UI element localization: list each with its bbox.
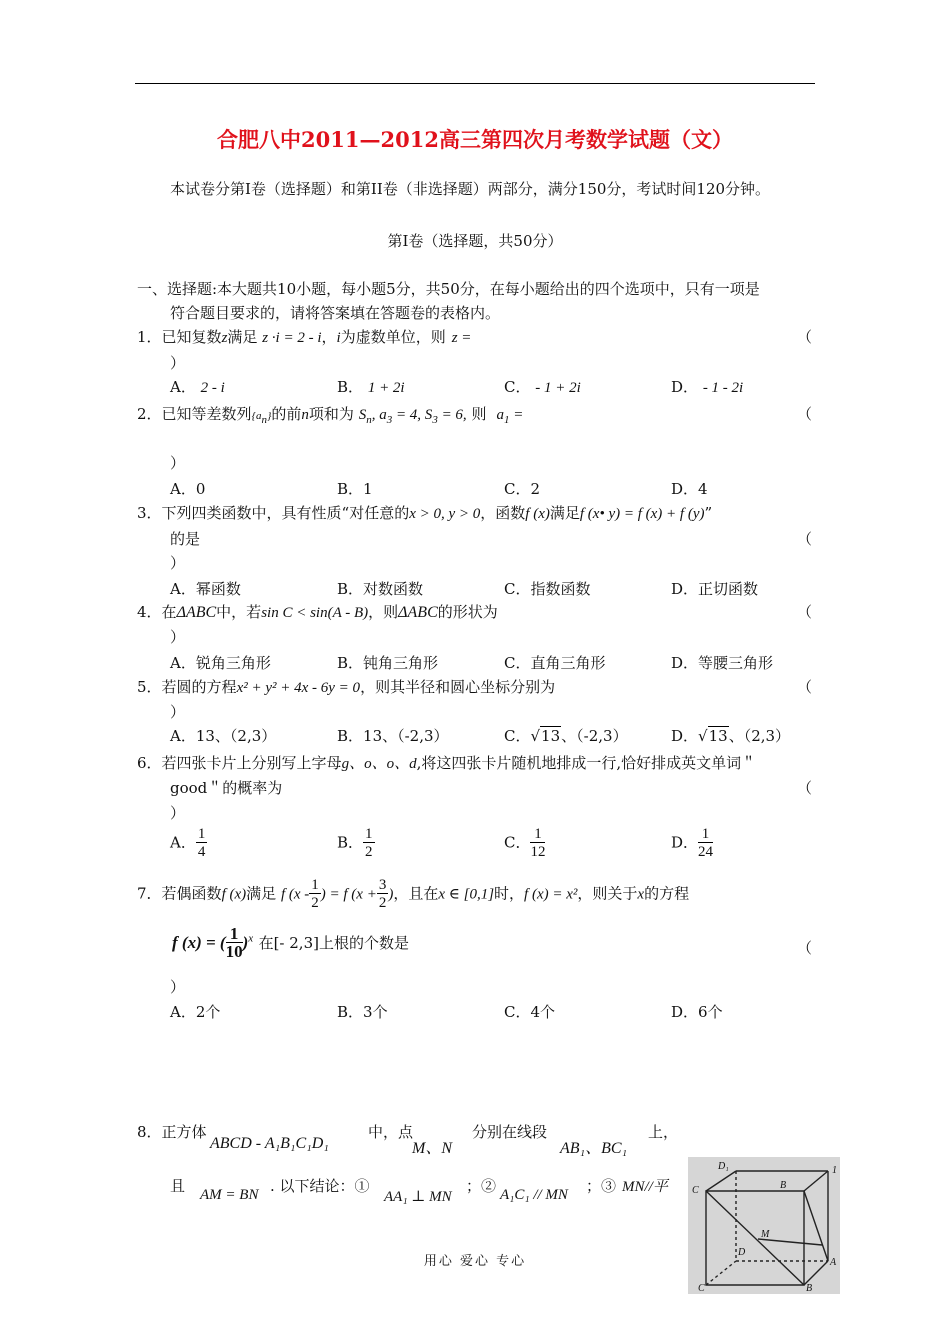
q1-option-c: C． - 1 + 2i — [504, 378, 581, 396]
q3-paren-close: ） — [170, 554, 186, 572]
question-4-stem: 4．在ΔABC中，若sin C < sin(A - B)，则ΔABC的形状为 — [137, 603, 498, 621]
fraction: $\frac{3}{2}$ — [378, 877, 387, 911]
q5-option-b: B．13、（-2,3） — [337, 727, 449, 745]
q3-option-b: B．对数函数 — [337, 580, 424, 598]
q5-option-c: C．√13、（-2,3） — [504, 727, 628, 745]
q8-conclusion-1: AA₁ ⊥ MN — [384, 1189, 452, 1205]
q7-option-d: D．6个 — [671, 1003, 723, 1021]
q7-option-b: B．3个 — [337, 1003, 388, 1021]
q7-option-c: C．4个 — [504, 1003, 556, 1021]
q2-paren-open: （ — [797, 405, 813, 423]
fraction: $\frac{1}{2}$ — [311, 877, 319, 911]
q8-line2-c: ；② — [466, 1177, 497, 1195]
q1-option-d: D． - 1 - 2i — [671, 378, 744, 396]
fraction: $\frac{1}{4}$ — [197, 826, 206, 860]
q7-stem-line2: f (x) = ( $\frac{1}{10}$ )$^x$ 在[- 2,3]上根的个数是 — [172, 924, 409, 961]
q8-line2-d: ；③ — [586, 1177, 617, 1195]
instructions-line2: 符合题目要求的，请将答案填在答题卷的表格内。 — [170, 304, 501, 322]
q8-points: M、N — [412, 1140, 453, 1157]
label-b: B — [806, 1283, 813, 1294]
question-7-stem: 7．若偶函数f (x)满足 f (x - $\frac{1}{2}$ ) = f (x + $\frac{3}{2}$ )，且在x ∈ [0,1]时，f (x) = x²，则关于x的方程 — [137, 877, 690, 911]
cube-figure — [688, 1157, 840, 1294]
header-rule — [135, 83, 815, 84]
question-5-stem: 5．若圆的方程x² + y² + 4x - 6y = 0，则其半径和圆心坐标分别为 — [137, 678, 556, 696]
q8-number: 8．正方体 — [137, 1123, 207, 1141]
sqrt-symbol: √ — [530, 727, 541, 745]
question-2-stem: 2．已知等差数列$\{a_n\}$的前n项和为 $S_n$, $a_3 = 4$, $S_3 = 6$, 则 $a_1$ = — [137, 405, 524, 426]
q7-option-a: A．2个 — [170, 1003, 221, 1021]
q5-paren-open: （ — [797, 678, 813, 696]
label-d: D — [738, 1247, 746, 1258]
q5-option-d: D．√13、（2,3） — [671, 727, 791, 745]
q7-paren-open: （ — [797, 939, 813, 957]
q4-paren-close: ） — [170, 628, 186, 646]
q6-stem-line2: good＂的概率为 — [170, 779, 283, 797]
q1-paren-close: ） — [170, 354, 186, 372]
q5-paren-close: ） — [170, 703, 186, 721]
q8-segments: AB₁、BC₁ — [560, 1140, 628, 1157]
q2-option-c: C．2 — [504, 480, 541, 498]
q7-paren-close: ） — [170, 978, 186, 996]
q5-option-a: A．13、（2,3） — [170, 727, 277, 745]
label-a: A — [830, 1257, 837, 1268]
cube-diagram — [688, 1157, 840, 1294]
q2-paren-close: ） — [170, 454, 186, 472]
q4-paren-open: （ — [797, 603, 813, 621]
q4-option-c: C．直角三角形 — [504, 654, 606, 672]
q4-option-d: D．等腰三角形 — [671, 654, 774, 672]
q2-option-d: D．4 — [671, 480, 708, 498]
q4-option-a: A．锐角三角形 — [170, 654, 271, 672]
q1-option-b: B． 1 + 2i — [337, 378, 405, 396]
q8-line2-b: . 以下结论：① — [270, 1177, 370, 1195]
label-c: C — [698, 1283, 705, 1294]
q1-option-a: A． 2 - i — [170, 378, 225, 396]
q3-stem-line2: 的是 — [170, 530, 201, 548]
q3-option-d: D．正切函数 — [671, 580, 759, 598]
q6-option-c: C． $\frac{1}{12}$ — [504, 826, 546, 860]
question-3-stem: 3．下列四类函数中，具有性质“对任意的x > 0, y > 0，函数f (x)满足f (x• y) = f (x) + f (y)” — [137, 504, 713, 522]
fraction: $\frac{1}{2}$ — [365, 826, 373, 860]
q8-text-d: 上， — [648, 1123, 679, 1141]
q8-cube-name: ABCD - A₁B₁C₁D₁ — [210, 1135, 329, 1152]
q8-condition: AM = BN — [200, 1187, 259, 1203]
question-6-stem: 6．若四张卡片上分别写上字母g、o、o、d,将这四张卡片随机地排成一行,恰好排成英文单词＂ — [137, 754, 757, 772]
page-title: 合肥八中2011—2012高三第四次月考数学试题（文） — [217, 127, 733, 152]
label-d1: D₁ — [718, 1161, 729, 1172]
q6-option-a: A． $\frac{1}{4}$ — [170, 826, 206, 860]
q8-conclusion-3: MN//平 — [622, 1179, 668, 1195]
q8-line2-a: 且 — [170, 1177, 186, 1195]
question-1-stem: 1．已知复数z满足 z ·i = 2 - i，i为虚数单位，则 z = — [137, 328, 472, 346]
q6-option-d: D． $\frac{1}{24}$ — [671, 826, 714, 860]
q3-option-c: C．指数函数 — [504, 580, 591, 598]
fraction: $\frac{1}{24}$ — [698, 826, 714, 860]
label-c1: C — [692, 1185, 699, 1196]
q3-option-a: A．幂函数 — [170, 580, 241, 598]
fraction: $\frac{1}{12}$ — [530, 826, 546, 860]
q1-paren-open: （ — [797, 328, 813, 346]
q8-conclusion-2: A₁C₁ // MN — [500, 1187, 568, 1203]
q6-paren-close: ） — [170, 804, 186, 822]
fraction: $\frac{1}{10}$ — [225, 924, 243, 961]
intro-text: 本试卷分第Ⅰ卷（选择题）和第II卷（非选择题）两部分，满分150分，考试时间120分钟。 — [170, 180, 771, 198]
page-footer: 用心 爱心 专心 — [423, 1254, 527, 1269]
label-b1: B — [780, 1180, 787, 1191]
q6-paren-open: （ — [797, 779, 813, 797]
cube-edge — [706, 1171, 736, 1191]
sqrt-symbol: √ — [698, 727, 708, 745]
label-a1: 1 — [832, 1165, 837, 1176]
label-m: M — [761, 1229, 770, 1240]
q3-paren-open: （ — [797, 530, 813, 548]
instructions-line1: 一、选择题:本大题共10小题，每小题5分，共50分，在每小题给出的四个选项中，只有一项是 — [137, 280, 760, 298]
cube-edge — [804, 1171, 828, 1191]
q2-option-b: B．1 — [337, 480, 373, 498]
q8-text-b: 中，点 — [368, 1123, 414, 1141]
cube-diagonal — [706, 1191, 804, 1285]
q4-option-b: B．钝角三角形 — [337, 654, 439, 672]
q2-option-a: A．0 — [170, 480, 206, 498]
section-header: 第Ⅰ卷（选择题，共50分） — [387, 232, 563, 250]
q6-option-b: B． $\frac{1}{2}$ — [337, 826, 373, 860]
q8-text-c: 分别在线段 — [472, 1123, 548, 1141]
